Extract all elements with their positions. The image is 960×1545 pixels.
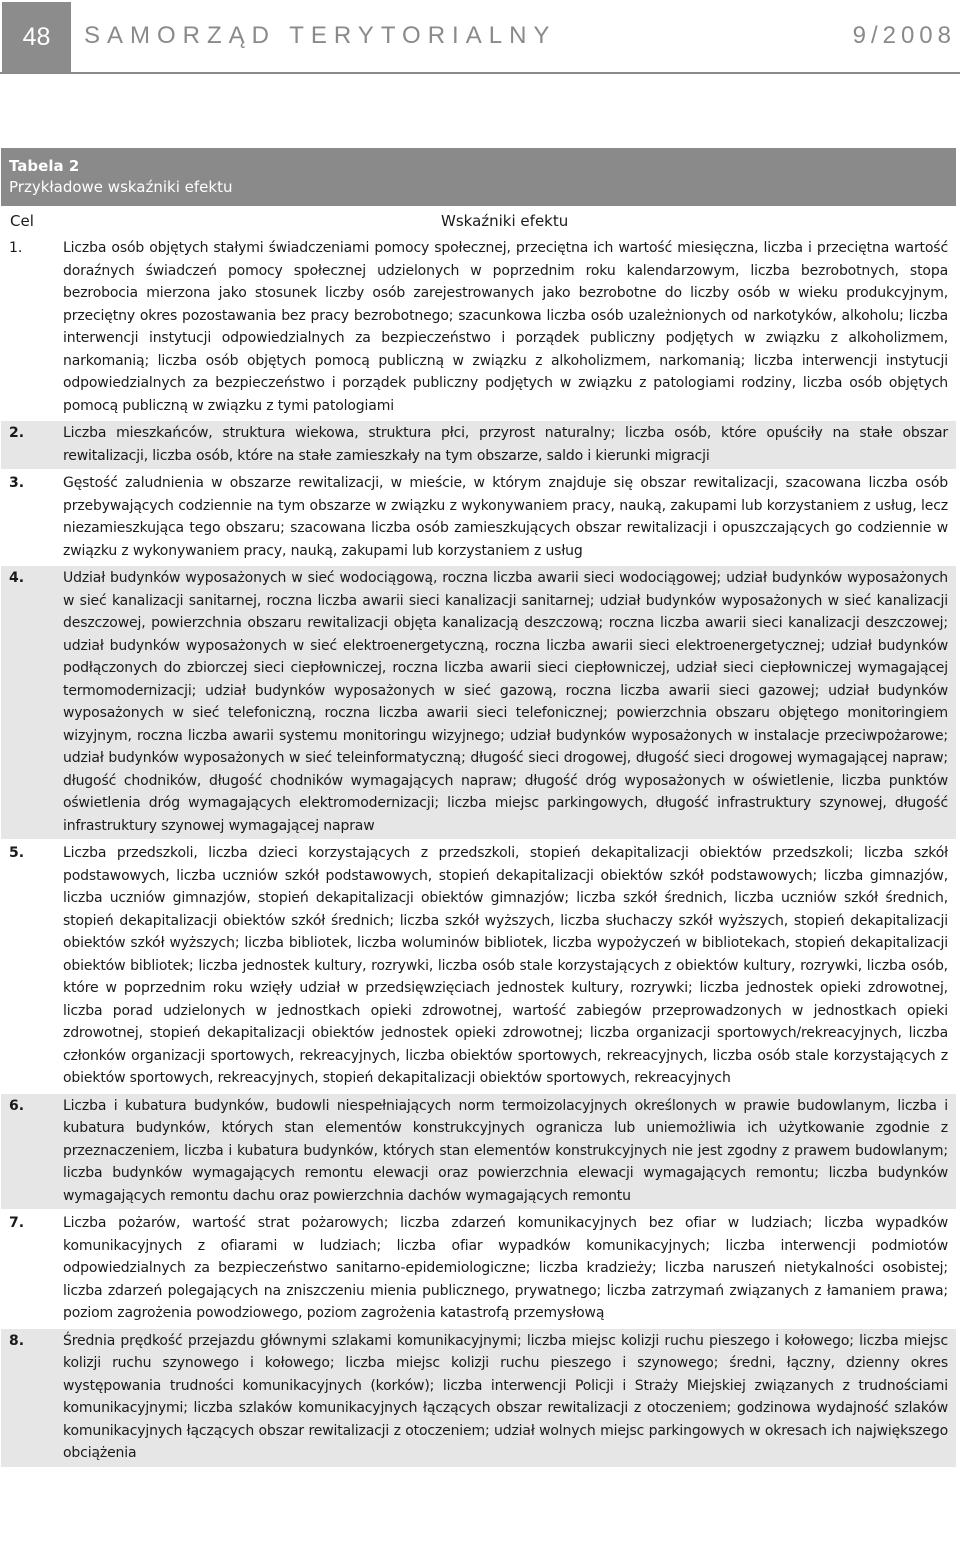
page-header xyxy=(0,0,960,74)
row-number: 3. xyxy=(9,475,25,491)
row-indicators: Liczba osób objętych stałymi świadczeniami pomocy społecznej, przeciętna ich wartość miesięczna, liczba i przeciętna wartość doraźnych świadczeń pomocy społecznej udzielonych w poprzednim roku kalendarzowym, liczba bezrobotnych, stopa bezrobocia mierzona jako stosunek liczby osób zarejestrowanych jako bezrobotne do liczby osób w wieku produkcyjnym, przeciętny okres pozostawania bez pracy bezrobotnego; szacunkowa liczba osób uzależnionych od narkotyków, alkoholu; liczba interwencji instytucji odpowiedzialnych za bezpieczeństwo i porządek publiczny podjętych w związku z alkoholizmem, narkomanią; liczba osób objętych pomocą publiczną w związku z alkoholizmem, narkomanią; liczba interwencji instytucji odpowiedzialnych za bezpieczeństwo i porządek publiczny podjętych w związku z patologiami rodziny, liczba osób objętych pomocą publiczną w związku z tymi patologiami xyxy=(63,240,948,414)
journal-title: SAMORZĄD TERYTORIALNY xyxy=(84,22,557,49)
row-indicators: Liczba pożarów, wartość strat pożarowych; liczba zdarzeń komunikacyjnych bez ofiar w ludziach; liczba wypadków komunikacyjnych z ofiarami w ludziach; liczba ofiar wypadków komunikacyjnych; liczba interwencji podmiotów odpowiedzialnych za bezpieczeństwo sanitarno-epidemiologiczne; liczba kradzieży; liczba naruszeń nietykalności osobistej; liczba zdarzeń polegających na zniszczeniu mienia publicznego, prywatnego; liczba zatrzymań związanych z łamaniem prawa; poziom zagrożenia powodziowego, poziom zagrożenia katastrofą przemysłową xyxy=(63,1215,948,1321)
column-header-indicators: Wskaźniki efektu xyxy=(441,212,569,230)
row-number: 7. xyxy=(9,1215,25,1231)
table-subtitle: Przykładowe wskaźniki efektu xyxy=(9,178,233,196)
row-indicators: Gęstość zaludnienia w obszarze rewitalizacji, w mieście, w którym znajduje się obszar rewitalizacji, szacowana liczba osób przebywających codziennie na tym obszarze w związku z wykonywaniem pracy, nauką, zakupami lub korzystaniem z usług, lecz niezamieszkująca tego obszaru; szacowana liczba osób zamieszkujących obszar rewitalizacji i opuszczających go codziennie w związku z wykonywaniem pracy, nauką, zakupami lub korzystaniem z usług xyxy=(63,475,948,559)
table-row xyxy=(1,839,956,1092)
issue-number: 9/2008 xyxy=(852,22,956,49)
row-indicators: Liczba przedszkoli, liczba dzieci korzystających z przedszkoli, stopień dekapitalizacji obiektów przedszkoli; liczba szkół podstawowych, liczba uczniów szkół podstawowych, stopień dekapitalizacji obiektów szkół podstawowych; liczba gimnazjów, liczba uczniów gimnazjów, stopień dekapitalizacji obiektów gimnazjów; liczba szkół średnich, liczba uczniów szkół średnich, stopień dekapitalizacji obiektów szkół średnich; liczba szkół wyższych, liczba słuchaczy szkół wyższych, stopień dekapitalizacji obiektów szkół wyższych; liczba bibliotek, liczba woluminów bibliotek, liczba wypożyczeń w bibliotekach, stopień dekapitalizacji obiektów bibliotek; liczba jednostek kultury, rozrywki, liczba osób stale korzystających z obiektów kultury, rozrywki, liczba osób, które w poprzednim roku wzięły udział w przedsięwzięciach jednostek kultury, rozrywki; liczba jednostek opieki zdrowotnej, liczba porad udzielonych w jednostkach opieki zdrowotnej, wartość zabiegów przeprowadzonych w jednostkach opieki zdrowotnej, stopień dekapitalizacji obiektów jednostek opieki zdrowotnej; liczba organizacji sportowych/rekreacyjnych, liczba członków organizacji sportowych, rekreacyjnych, liczba obiektów sportowych, rekreacyjnych, liczba osób stale korzystających z obiektów sportowych, rekreacyjnych, stopień dekapitalizacji obiektów sportowych, rekreacyjnych xyxy=(63,845,948,1086)
table-row xyxy=(1,234,956,419)
table-column-headers xyxy=(1,206,956,234)
table-row xyxy=(1,419,956,469)
table-row xyxy=(1,564,956,839)
table-caption xyxy=(1,148,956,206)
table-row xyxy=(1,1092,956,1210)
table-row xyxy=(1,1209,956,1327)
row-number: 8. xyxy=(9,1332,25,1349)
row-indicators: Liczba i kubatura budynków, budowli niespełniających norm termoizolacyjnych określonych w prawie budowlanym, liczba i kubatura budynków, których stan elementów konstrukcyjnych ogranicza lub uniemożliwia ich użytkowanie zgodnie z przeznaczeniem, liczba i kubatura budynków, których stan elementów konstrukcyjnych nie jest zgodny z prawem budowlanym; liczba budynków wymagających remontu elewacji oraz powierzchnia elewacji wymagających remontu; liczba budynków wymagających remontu dachu oraz powierzchnia dachów wymagających remontu xyxy=(63,1097,948,1204)
table-row xyxy=(1,1327,956,1467)
row-number: 1. xyxy=(9,240,23,256)
table-row xyxy=(1,469,956,564)
row-number: 6. xyxy=(9,1097,25,1114)
column-header-goal: Cel xyxy=(10,212,34,230)
row-number: 2. xyxy=(9,425,25,441)
table-body xyxy=(1,234,956,1467)
row-indicators: Liczba mieszkańców, struktura wiekowa, struktura płci, przyrost naturalny; liczba osób, które opuściły na stałe obszar rewitalizacji, liczba osób, które na stałe zamieszkały na tym obszarze, saldo i kierunki migracji xyxy=(63,425,948,464)
row-indicators: Udział budynków wyposażonych w sieć wodociągową, roczna liczba awarii sieci wodociągowej; udział budynków wyposażonych w sieć kanalizacji sanitarnej, roczna liczba awarii sieci kanalizacji sanitarnej; udział budynków wyposażonych w sieć kanalizacji deszczowej, powierzchnia obszaru rewitalizacji objęta kanalizacją deszczową; roczna liczba awarii sieci kanalizacji deszczowej; udział budynków wyposażonych w sieć elektroenergetyczną, roczna liczba awarii sieci elektroenergetycznej; udział budynków podłączonych do zbiorczej sieci ciepłowniczej, roczna liczba awarii sieci ciepłowniczej, udział sieci ciepłowniczej wymagającej termomodernizacji; udział budynków wyposażonych w sieć gazową, roczna liczba awarii sieci gazowej; udział budynków wyposażonych w sieć telefoniczną, roczna liczba awarii sieci telefonicznej; powierzchnia obszaru objętego monitoringiem wizyjnym, roczna liczba awarii systemu monitoringu wizyjnego; udział budynków wyposażonych w instalacje przeciwpożarowe; udział budynków wyposażonych w sieć teleinformatyczną; długość sieci drogowej, długość sieci drogowej wymagającej napraw; długość chodników, długość chodników wymagających napraw; długość dróg wyposażonych w oświetlenie, liczba punktów oświetlenia dróg wymagających elektromodernizacji; liczba miejsc parkingowych, długość infrastruktury szynowej, długość infrastruktury szynowej wymagającej napraw xyxy=(63,570,948,834)
row-number: 4. xyxy=(9,570,25,586)
page-number: 48 xyxy=(2,2,71,72)
row-number: 5. xyxy=(9,845,25,861)
row-indicators: Średnia prędkość przejazdu głównymi szlakami komunikacyjnymi; liczba miejsc kolizji ruchu pieszego i kołowego; liczba miejsc kolizji ruchu szynowego i kołowego; liczba miejsc kolizji ruchu pieszego i szynowego; średni, łączny, dzienny okres występowania trudności komunikacyjnych (korków); liczba interwencji Policji i Straży Miejskiej związanych z trudnościami komunikacyjnymi; liczba szlaków komunikacyjnych łączących obszar rewitalizacji z otoczeniem; godzinowa wydajność szlaków komunikacyjnych łączących obszar rewitalizacji z otoczeniem; udział wolnych miejsc parkingowych w okresach ich największego obciążenia xyxy=(63,1332,948,1461)
table-title: Tabela 2 xyxy=(9,157,80,175)
